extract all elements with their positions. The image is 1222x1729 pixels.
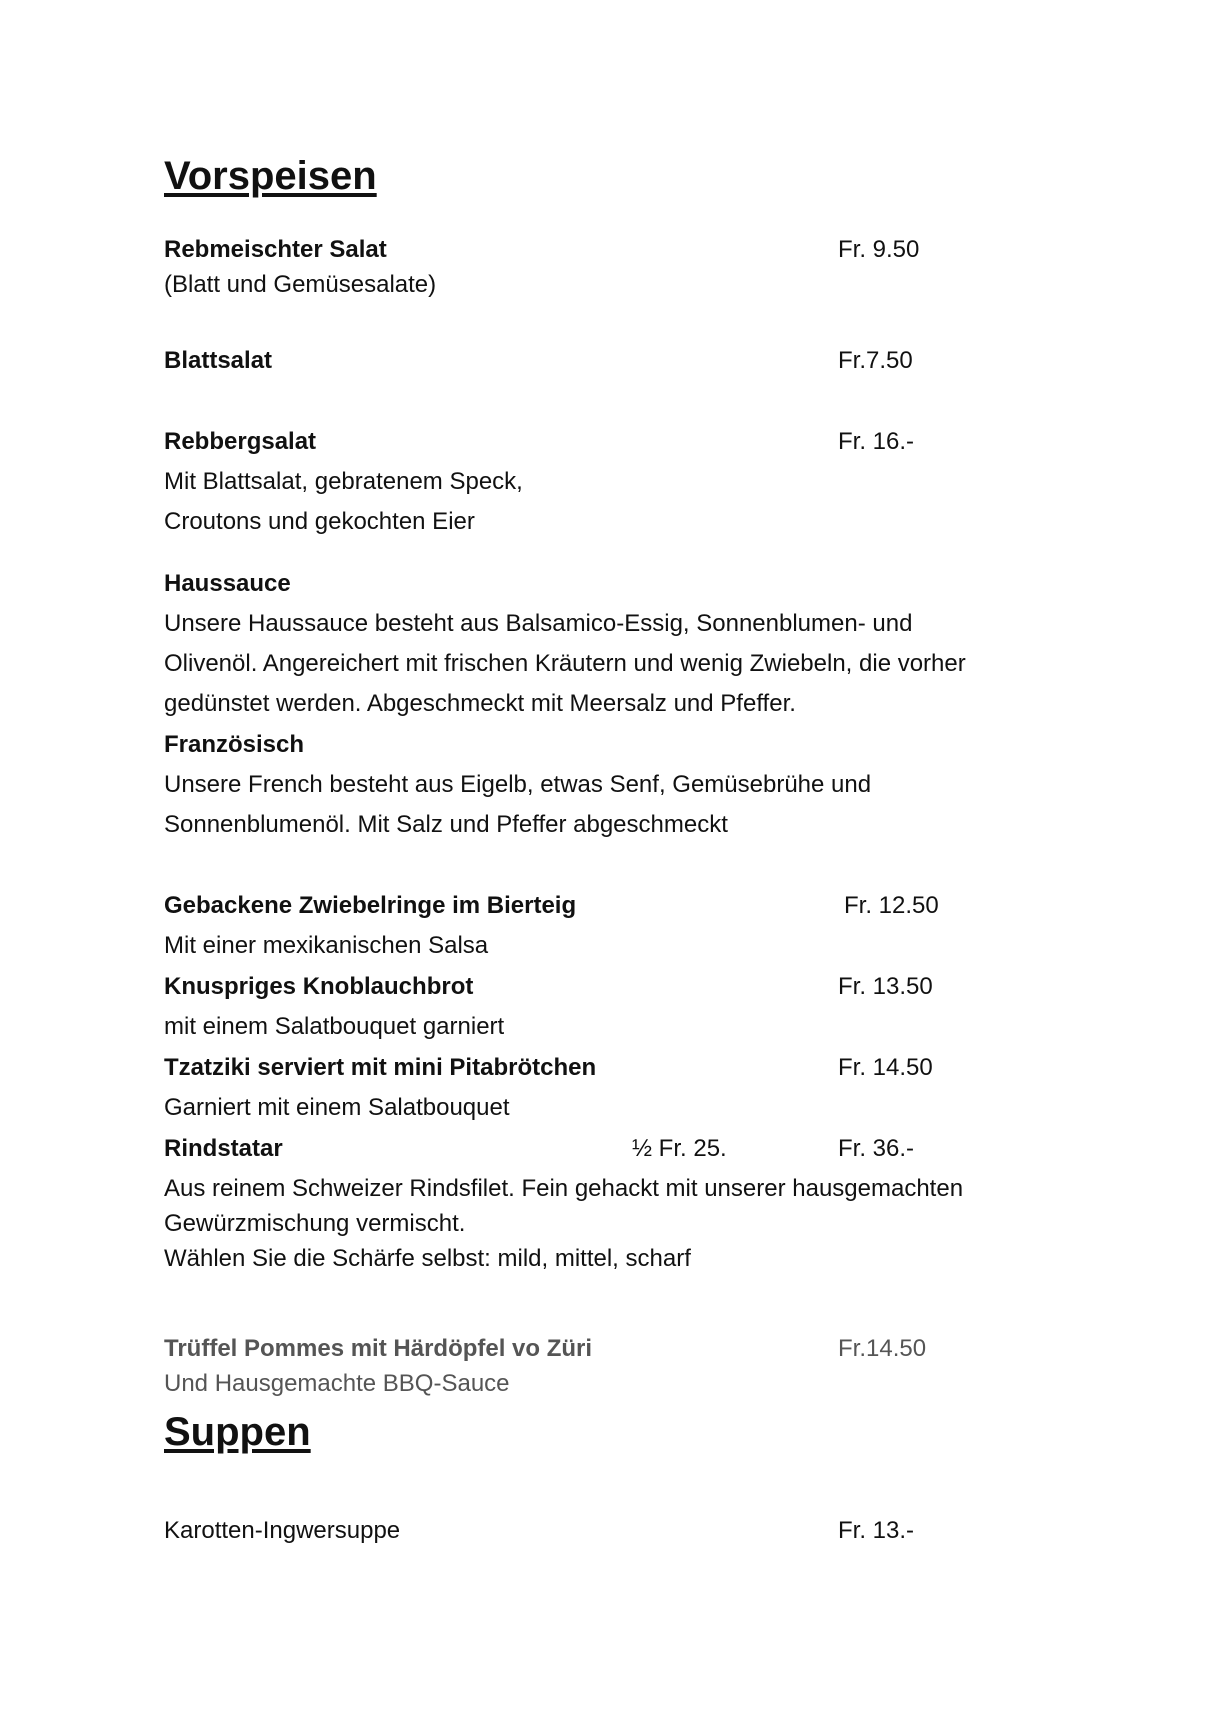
item-price-rindstatar: Fr. 36.- [838,1135,915,1162]
item-price-blattsalat: Fr.7.50 [838,347,913,374]
item-price-tzatziki: Fr. 14.50 [838,1054,933,1081]
item-price-zwiebelringe: Fr. 12.50 [844,892,939,919]
item-desc-rebbergsalat-2: Croutons und gekochten Eier [164,508,475,535]
item-price-knoblauchbrot: Fr. 13.50 [838,973,933,1000]
item-name-blattsalat: Blattsalat [164,347,273,374]
item-desc-rindstatar-3: Wählen Sie die Schärfe selbst: mild, mittel, scharf [164,1245,691,1272]
item-name-franzoesisch: Französisch [164,731,305,758]
item-desc-rebbergsalat-1: Mit Blattsalat, gebratenem Speck, [164,468,523,495]
item-name-rindstatar: Rindstatar [164,1135,283,1162]
item-name-rebmeischter-salat: Rebmeischter Salat [164,236,387,263]
item-desc-trueffel-pommes: Und Hausgemachte BBQ-Sauce [164,1370,510,1397]
item-price-rebbergsalat: Fr. 16.- [838,428,915,455]
item-name-tzatziki: Tzatziki serviert mit mini Pitabrötchen [164,1054,597,1081]
item-desc-franzoesisch-2: Sonnenblumenöl. Mit Salz und Pfeffer abgeschmeckt [164,811,728,838]
item-name-haussauce: Haussauce [164,570,291,597]
item-desc-rindstatar-2: Gewürzmischung vermischt. [164,1210,466,1237]
item-desc-franzoesisch-1: Unsere French besteht aus Eigelb, etwas Senf, Gemüsebrühe und [164,771,872,798]
item-desc-tzatziki: Garniert mit einem Salatbouquet [164,1094,510,1121]
item-name-karotten-ingwersuppe: Karotten-Ingwersuppe [164,1517,401,1544]
item-desc-haussauce-2: Olivenöl. Angereichert mit frischen Kräutern und wenig Zwiebeln, die vorher [164,650,966,677]
item-name-knoblauchbrot: Knuspriges Knoblauchbrot [164,973,474,1000]
item-desc-rebmeischter-salat: (Blatt und Gemüsesalate) [164,271,437,298]
item-desc-knoblauchbrot: mit einem Salatbouquet garniert [164,1013,505,1040]
item-desc-zwiebelringe: Mit einer mexikanischen Salsa [164,932,489,959]
item-name-rebbergsalat: Rebbergsalat [164,428,317,455]
item-half-price-rindstatar: ½ Fr. 25. [632,1135,727,1162]
item-desc-haussauce-3: gedünstet werden. Abgeschmeckt mit Meersalz und Pfeffer. [164,690,796,717]
item-desc-haussauce-1: Unsere Haussauce besteht aus Balsamico-Essig, Sonnenblumen- und [164,610,913,637]
item-desc-rindstatar-1: Aus reinem Schweizer Rindsfilet. Fein gehackt mit unserer hausgemachten [164,1175,964,1202]
item-price-trueffel-pommes: Fr.14.50 [838,1335,927,1362]
section-title-vorspeisen: Vorspeisen [164,154,377,198]
item-price-rebmeischter-salat: Fr. 9.50 [838,236,920,263]
item-name-zwiebelringe: Gebackene Zwiebelringe im Bierteig [164,892,577,919]
section-title-suppen: Suppen [164,1410,311,1454]
item-price-karotten-ingwersuppe: Fr. 13.- [838,1517,915,1544]
item-name-trueffel-pommes: Trüffel Pommes mit Härdöpfel vo Züri [164,1335,593,1362]
